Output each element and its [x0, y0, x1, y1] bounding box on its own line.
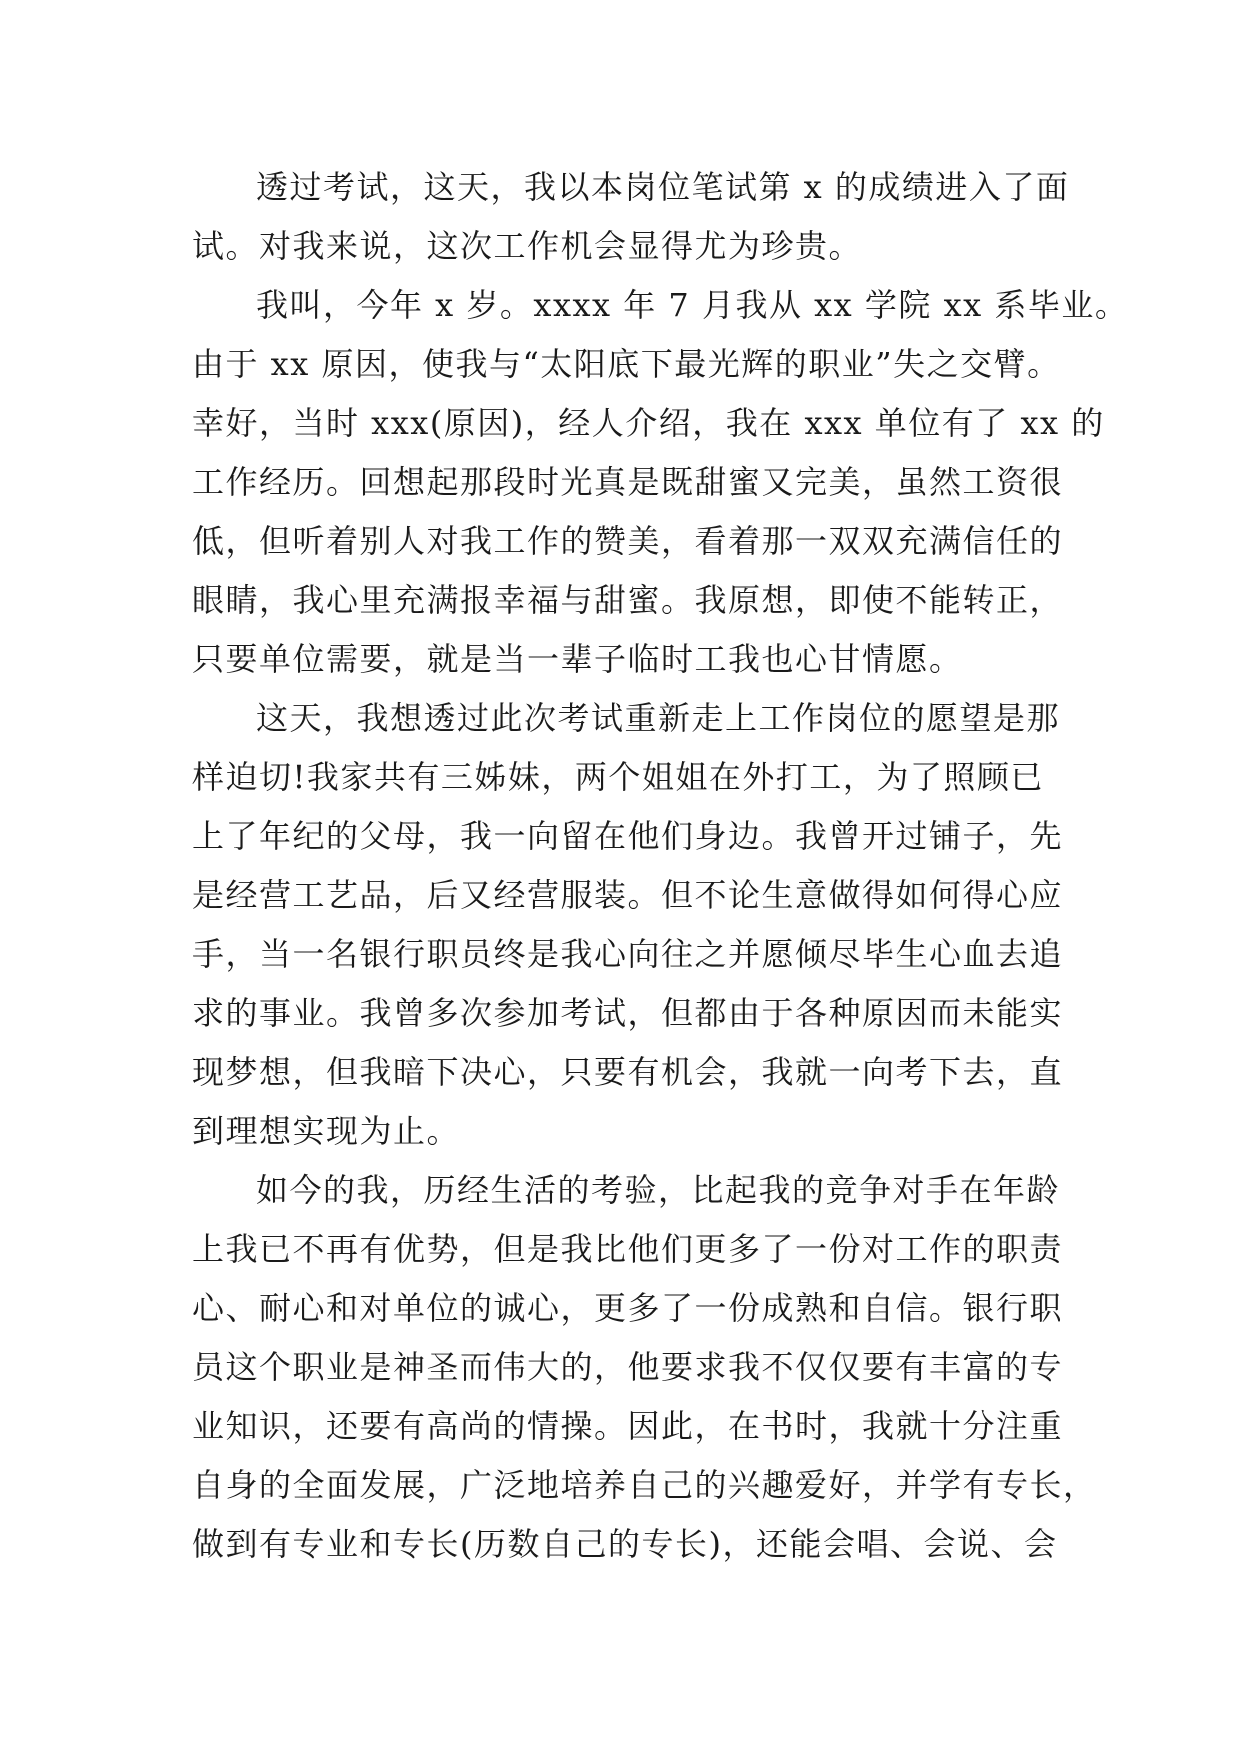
- text-line: 低，但听着别人对我工作的赞美，看着那一双双充满信任的: [192, 522, 1064, 560]
- text-line: 透过考试，这天，我以本岗位笔试第 x 的成绩进入了面: [256, 168, 1070, 206]
- text-line: 这天，我想透过此次考试重新走上工作岗位的愿望是那: [256, 699, 1061, 737]
- text-line: 员这个职业是神圣而伟大的，他要求我不仅仅要有丰富的专: [192, 1348, 1064, 1386]
- text-line: 做到有专业和专长(历数自己的专长)，还能会唱、会说、会: [192, 1525, 1058, 1563]
- paragraph-4: [192, 1161, 1097, 1574]
- text-line: 手，当一名银行职员终是我心向往之并愿倾尽毕生心血去追: [192, 935, 1064, 973]
- text-line: 现梦想，但我暗下决心，只要有机会，我就一向考下去，直: [192, 1053, 1064, 1091]
- text-line: 我叫，今年 x 岁。xxxx 年 7 月我从 xx 学院 xx 系毕业。: [256, 286, 1129, 324]
- text-line: 自身的全面发展，广泛地培养自己的兴趣爱好，并学有专长，: [192, 1466, 1097, 1504]
- text-line: 是经营工艺品，后又经营服装。但不论生意做得如何得心应: [192, 876, 1064, 914]
- text-line: 上我已不再有优势，但是我比他们更多了一份对工作的职责: [192, 1230, 1064, 1268]
- paragraph-3: [192, 689, 1062, 1161]
- text-line: 心、耐心和对单位的诚心，更多了一份成熟和自信。银行职: [192, 1289, 1064, 1327]
- text-line: 样迫切!我家共有三姊妹，两个姐姐在外打工，为了照顾已: [192, 758, 1044, 796]
- paragraph-2: [192, 276, 1129, 689]
- text-line: 求的事业。我曾多次参加考试，但都由于各种原因而未能实: [192, 994, 1064, 1032]
- text-line: 业知识，还要有高尚的情操。因此，在书时，我就十分注重: [192, 1407, 1064, 1445]
- text-line: 试。对我来说，这次工作机会显得尤为珍贵。: [192, 227, 863, 265]
- text-line: 只要单位需要，就是当一辈子临时工我也心甘情愿。: [192, 640, 963, 678]
- text-line: 幸好，当时 xxx(原因)，经人介绍，我在 xxx 单位有了 xx 的: [192, 404, 1105, 442]
- text-line: 到理想实现为止。: [192, 1112, 461, 1150]
- text-line: 工作经历。回想起那段时光真是既甜蜜又完美，虽然工资很: [192, 463, 1064, 501]
- text-line: 如今的我，历经生活的考验，比起我的竞争对手在年龄: [256, 1171, 1061, 1209]
- document-body: [192, 158, 1129, 1574]
- text-line: 眼睛，我心里充满报幸福与甜蜜。我原想，即使不能转正，: [192, 581, 1064, 619]
- text-line: 上了年纪的父母，我一向留在他们身边。我曾开过铺子，先: [192, 817, 1064, 855]
- text-line: 由于 xx 原因，使我与“太阳底下最光辉的职业”失之交臂。: [192, 345, 1061, 383]
- paragraph-1: [192, 158, 1070, 276]
